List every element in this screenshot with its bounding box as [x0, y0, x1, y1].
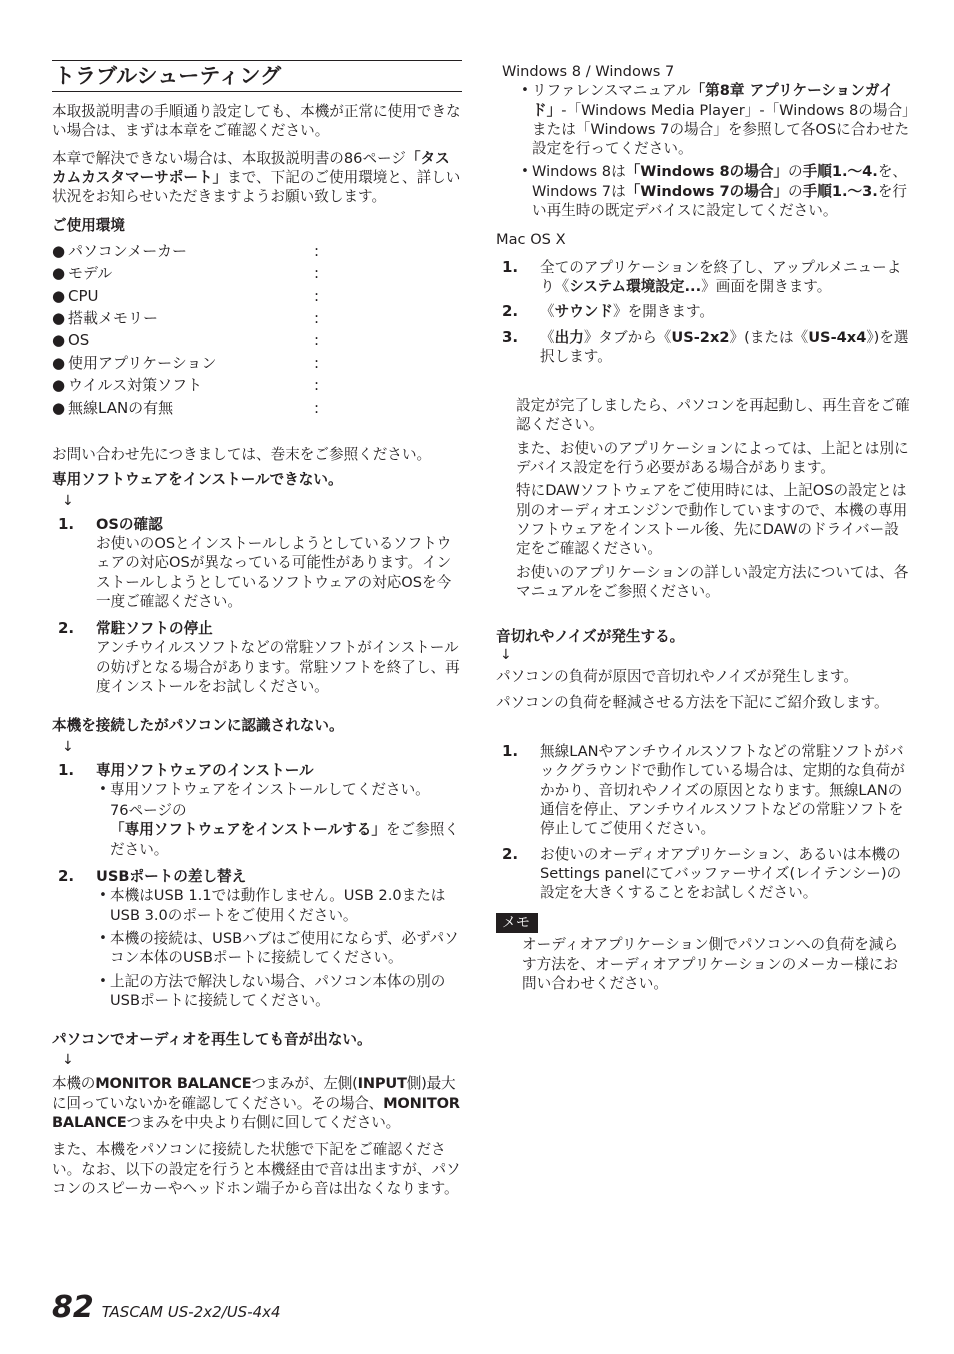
page-number: 82 [52, 1290, 94, 1325]
left-column [52, 62, 462, 1198]
bullet-item: • Windows 8は「Windows 8の場合」の手順1.〜4.を、Windows 7は「Windows 7の場合」の手順1.〜3.を行い再生時の既定デバイスに設定してください。 [521, 163, 908, 220]
environment-heading: ご使用環境 [52, 217, 125, 235]
noise-paragraph-1: パソコンの負荷が原因で音切れやノイズが発生します。 [496, 668, 858, 686]
page-title: トラブルシューティング [52, 62, 462, 92]
section-heading-no-sound: パソコンでオーディオを再生しても音が出ない。 [52, 1031, 372, 1049]
note-paragraph: 設定が完了しましたら、パソコンを再起動し、再生音をご確認ください。 [516, 397, 910, 434]
bullet-item: • リファレンスマニュアル「第8章 アプリケーションガイド」-「Windows Media Player」-「Windows 8の場合」または「Windows 7の場合」を参照して各OSに合わせた設定を行ってください。 [521, 82, 910, 158]
step-title: 専用ソフトウェアのインストール [96, 761, 314, 779]
memo-text: オーディオアプリケーション側でパソコンへの負荷を減らす方法を、オーディオアプリケーションのメーカー様にお問い合わせください。 [522, 936, 899, 992]
bullet-item: • 専用ソフトウェアをインストールしてください。 [99, 780, 430, 798]
numbered-step: 1. 無線LANやアンチウイルスソフトなどの常駐ソフトがバックグラウンドで動作している場合は、定期的な負荷がかかり、音切れやノイズの原因となります。無線LANの通信を停止、アンチウイルスソフトなどの常駐ソフトを停止してご使用ください。 [502, 742, 905, 838]
monitor-balance-paragraph: 本機のMONITOR BALANCEつまみが、左側(INPUT側)最大に回っていないかを確認してください。その場合、MONITOR BALANCEつまみを中央より右側に回してください。 [52, 1075, 460, 1132]
check-settings-paragraph: また、本機をパソコンに接続した状態で下記をご確認ください。なお、以下の設定を行うと本機経由で音は出ますが、パソコンのスピーカーやヘッドホン端子から音は出なくなります。 [52, 1141, 461, 1197]
numbered-step: 1. 全てのアプリケーションを終了し、アップルメニューより《システム環境設定...》画面を開きます。 [502, 257, 902, 295]
note-paragraph: また、お使いのアプリケーションによっては、上記とは別にデバイス設定を行う必要がある場合があります。 [516, 439, 909, 477]
environment-item: ● モデル : [52, 264, 320, 283]
intro-paragraph-1: 本取扱説明書の手順通り設定しても、本機が正常に使用できない場合は、まずは本章をご確認ください。 [52, 103, 461, 140]
bullet-item: • 上記の方法で解決しない場合、パソコン本体の別のUSBポートに接続してください。 [99, 972, 446, 1009]
down-arrow-icon: ↓ [62, 1052, 74, 1069]
step-body: アンチウイルスソフトなどの常駐ソフトがインストールの妨げとなる場合があります。常駐ソフトを終了し、再度インストールをお試しください。 [96, 639, 460, 695]
numbered-step: 2. USBポートの差し替え • 本機はUSB 1.1では動作しません。USB 2.0またはUSB 3.0のポートをご使用ください。 • 本機の接続は、USBハブはご使用にならず、必ずパソコン本体のUSBポートに接続してください。 • 上記の方法で解決しない場合、パソコン本体の別のUSBポートに接続してください。 [52, 867, 462, 1010]
down-arrow-icon: ↓ [62, 492, 74, 509]
environment-item: ● 搭載メモリー : [52, 309, 320, 327]
mac-heading: Mac OS X [496, 231, 566, 249]
environment-item: ● ウイルス対策ソフト : [52, 376, 320, 395]
noise-paragraph-2: パソコンの負荷を軽減させる方法を下記にご紹介致します。 [496, 693, 889, 711]
bullet-item: • 本機はUSB 1.1では動作しません。USB 2.0またはUSB 3.0のポートをご使用ください。 [99, 887, 446, 924]
after-setting-notes [496, 396, 912, 601]
environment-item: ● CPU : [52, 286, 320, 305]
bullet-item: • 本機の接続は、USBハブはご使用にならず、必ずパソコン本体のUSBポートに接続してください。 [99, 929, 459, 967]
numbered-step: 2. お使いのオーディオアプリケーション、あるいは本機のSettings panelにてバッファーサイズ(レイテンシー)の設定を大きくすることをお試しください。 [502, 844, 902, 902]
environment-item: ● 無線LANの有無 : [52, 398, 320, 417]
step-body: お使いのOSとインストールしようとしているソフトウェアの対応OSが異なっている可能性があります。インストールしようとしているソフトウェアの対応OSを今一度ご確認ください。 [96, 534, 452, 610]
step-title: USBポートの差し替え [96, 868, 247, 886]
numbered-step: 2. 《サウンド》を開きます。 [502, 302, 714, 321]
environment-item: ● パソコンメーカー : [52, 241, 320, 260]
memo-label: メモ [496, 913, 538, 933]
product-name: TASCAM US-2x2/US-4x4 [101, 1303, 281, 1321]
numbered-step: 1. 専用ソフトウェアのインストール • 専用ソフトウェアをインストールしてください。 76ページの「専用ソフトウェアをインストールする」をご参照ください。 [52, 761, 462, 859]
environment-list [52, 240, 462, 419]
section-heading-not-recognized: 本機を接続したがパソコンに認識されない。 [52, 717, 344, 735]
numbered-step: 1. OSの確認 お使いのOSとインストールしようとしているソフトウェアの対応OSが異なっている可能性があります。インストールしようとしているソフトウェアの対応OSを今一度ご確認ください。 [52, 515, 462, 611]
page-footer [52, 1290, 281, 1326]
down-arrow-icon: ↓ [500, 647, 512, 664]
note-paragraph: お使いのアプリケーションの詳しい設定方法については、各マニュアルをご参照ください。 [516, 563, 909, 600]
intro-paragraph-2: 本章で解決できない場合は、本取扱説明書の86ページ「タスカムカスタマーサポート」まで、下記のご使用環境と、詳しい状況をお知らせいただきますようお願い致します。 [52, 149, 461, 206]
section-heading-noise: 音切れやノイズが発生する。 [496, 628, 685, 646]
windows-heading: Windows 8 / Windows 7 [502, 63, 675, 80]
environment-item: ● 使用アプリケーション : [52, 353, 320, 372]
step-reference: 76ページの「専用ソフトウェアをインストールする」をご参照ください。 [110, 802, 459, 858]
numbered-step: 2. 常駐ソフトの停止 アンチウイルスソフトなどの常駐ソフトがインストールの妨げとなる場合があります。常駐ソフトを終了し、再度インストールをお試しください。 [52, 619, 462, 696]
numbered-step: 3. 《出力》タブから《US-2x2》(または《US-4x4》)を選択します。 [502, 327, 909, 365]
step-title: 常駐ソフトの停止 [96, 620, 213, 638]
step-title: OSの確認 [96, 515, 163, 533]
environment-item: ● OS : [52, 331, 320, 350]
down-arrow-icon: ↓ [62, 738, 74, 755]
right-column [496, 62, 912, 993]
contact-note: お問い合わせ先につきましては、巻末をご参照ください。 [52, 446, 432, 464]
note-paragraph: 特にDAWソフトウェアをご使用時には、上記OSの設定とは別のオーディオエンジンで動作していますので、本機の専用ソフトウェアをインストール後、先にDAWのドライバー設定をご確認ください。 [516, 482, 908, 558]
section-heading-install: 専用ソフトウェアをインストールできない。 [52, 471, 343, 489]
